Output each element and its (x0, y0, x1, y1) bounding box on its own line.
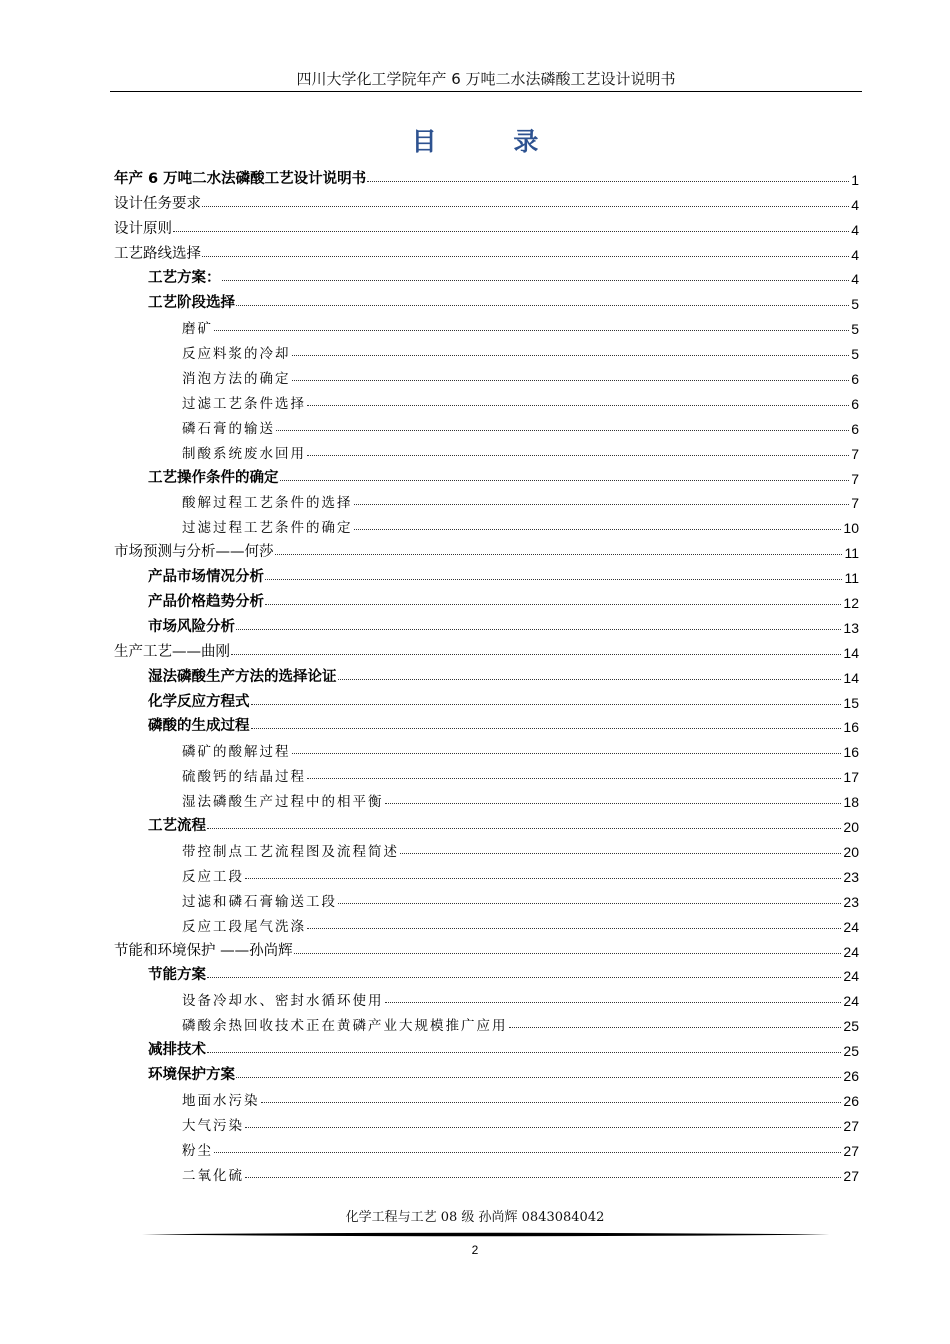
toc-entry-label: 粉尘 (182, 1142, 213, 1159)
toc-entry[interactable] (114, 611, 859, 636)
toc-entry-page-number: 27 (843, 1117, 859, 1134)
toc-entry-page-number: 13 (843, 619, 859, 636)
toc-dot-leader (236, 305, 849, 306)
toc-entry-page-number: 6 (851, 395, 859, 412)
toc-entry[interactable] (114, 686, 859, 711)
toc-dot-leader (245, 1177, 841, 1178)
toc-entry[interactable] (114, 263, 859, 288)
toc-entry[interactable] (114, 163, 859, 188)
toc-entry-label: 带控制点工艺流程图及流程简述 (182, 843, 399, 860)
toc-entry-label: 二氧化硫 (182, 1167, 244, 1184)
toc-entry[interactable] (114, 511, 859, 536)
toc-dot-leader (292, 753, 842, 754)
toc-entry-page-number: 5 (851, 296, 859, 313)
toc-dot-leader (307, 928, 841, 929)
toc-entry-label: 反应工段 (182, 868, 244, 885)
toc-dot-leader (265, 604, 841, 605)
toc-entry-page-number: 26 (843, 1092, 859, 1109)
toc-dot-leader (202, 206, 849, 207)
toc-entry[interactable] (114, 1084, 859, 1109)
toc-entry-page-number: 15 (843, 694, 859, 711)
page-header: 四川大学化工学院年产 6 万吨二水法磷酸工艺设计说明书 (296, 70, 676, 88)
toc-entry-label: 设备冷却水、密封水循环使用 (182, 993, 384, 1010)
toc-dot-leader (265, 579, 842, 580)
toc-dot-leader (307, 455, 849, 456)
toc-entry-page-number: 5 (851, 346, 859, 363)
toc-entry[interactable] (114, 1034, 859, 1059)
toc-entry-page-number: 12 (843, 595, 859, 612)
toc-entry-page-number: 20 (843, 819, 859, 836)
toc-entry-page-number: 7 (851, 495, 859, 512)
toc-dot-leader (207, 828, 841, 829)
toc-dot-leader (214, 330, 849, 331)
toc-entry[interactable] (114, 860, 859, 885)
toc-entry-page-number: 14 (843, 669, 859, 686)
toc-entry[interactable] (114, 437, 859, 462)
toc-dot-leader (367, 181, 849, 182)
toc-entry-label: 减排技术 (148, 1042, 206, 1059)
toc-dot-leader (307, 405, 849, 406)
toc-entry-label: 节能方案 (148, 967, 206, 984)
toc-dot-leader (338, 679, 842, 680)
toc-title: 目 录 (411, 127, 573, 156)
toc-entry-page-number: 7 (851, 470, 859, 487)
toc-dot-leader (280, 480, 850, 481)
toc-dot-leader (251, 728, 842, 729)
toc-dot-leader (294, 953, 842, 954)
toc-entry-page-number: 14 (843, 644, 859, 661)
toc-entry-label: 过滤和磷石膏输送工段 (182, 893, 337, 910)
toc-dot-leader (173, 231, 849, 232)
toc-entry[interactable] (114, 636, 859, 661)
toc-entry[interactable] (114, 586, 859, 611)
toc-entry-label: 节能和环境保护 ——孙尚辉 (114, 942, 293, 959)
toc-dot-leader (214, 1152, 841, 1153)
toc-entry[interactable] (114, 960, 859, 985)
toc-entry-page-number: 24 (843, 943, 859, 960)
toc-entry[interactable] (114, 1009, 859, 1034)
toc-entry-page-number: 27 (843, 1167, 859, 1184)
toc-entry-label: 酸解过程工艺条件的选择 (182, 495, 353, 512)
toc-entry-page-number: 11 (844, 545, 859, 562)
toc-dot-leader (245, 1127, 841, 1128)
toc-dot-leader (354, 529, 842, 530)
toc-entry-label: 地面水污染 (182, 1092, 260, 1109)
toc-entry-page-number: 4 (851, 246, 859, 263)
toc-entry[interactable] (114, 1109, 859, 1134)
toc-dot-leader (400, 853, 841, 854)
toc-entry-label: 设计任务要求 (114, 195, 201, 212)
toc-dot-leader (509, 1027, 842, 1028)
toc-entry[interactable] (114, 1059, 859, 1084)
toc-entry-page-number: 7 (851, 445, 859, 462)
toc-dot-leader (207, 977, 841, 978)
toc-entry-page-number: 25 (843, 1043, 859, 1060)
toc-dot-leader (207, 1052, 841, 1053)
toc-entry[interactable] (114, 885, 859, 910)
toc-entry-page-number: 4 (851, 196, 859, 213)
toc-entry-label: 设计原则 (114, 220, 172, 237)
toc-dot-leader (222, 280, 850, 281)
toc-entry-page-number: 24 (843, 968, 859, 985)
toc-entry[interactable] (114, 661, 859, 686)
toc-entry-label: 产品市场情况分析 (148, 569, 264, 586)
toc-entry[interactable] (114, 810, 859, 835)
toc-entry-label: 消泡方法的确定 (182, 371, 291, 388)
toc-dot-leader (385, 1002, 842, 1003)
toc-entry-label: 过滤过程工艺条件的确定 (182, 520, 353, 537)
toc-entry[interactable] (114, 213, 859, 238)
toc-dot-leader (292, 355, 850, 356)
toc-entry-label: 湿法磷酸生产过程中的相平衡 (182, 794, 384, 811)
toc-entry[interactable] (114, 735, 859, 760)
toc-entry-page-number: 20 (843, 843, 859, 860)
toc-entry-label: 年产 6 万吨二水法磷酸工艺设计说明书 (114, 170, 367, 187)
toc-entry-label: 硫酸钙的结晶过程 (182, 769, 306, 786)
toc-dot-leader (354, 504, 850, 505)
toc-entry-page-number: 5 (851, 321, 859, 338)
toc-entry-page-number: 23 (843, 868, 859, 885)
toc-entry-label: 磷石膏的输送 (182, 420, 275, 437)
toc-entry-label: 产品价格趋势分析 (148, 594, 264, 611)
footer-rule (142, 1232, 830, 1237)
toc-entry-page-number: 23 (843, 893, 859, 910)
toc-entry[interactable] (114, 785, 859, 810)
toc-entry[interactable] (114, 462, 859, 487)
toc-entry-label: 大气污染 (182, 1117, 244, 1134)
toc-entry[interactable] (114, 910, 859, 935)
header-rule (110, 91, 862, 92)
toc-entry-label: 生产工艺——曲刚 (114, 643, 230, 660)
toc-entry[interactable] (114, 337, 859, 362)
toc-entry[interactable] (114, 561, 859, 586)
toc-entry-label: 工艺方案： (148, 270, 221, 287)
toc-entry[interactable] (114, 1134, 859, 1159)
toc-dot-leader (202, 256, 849, 257)
toc-entry-label: 制酸系统废水回用 (182, 445, 306, 462)
toc-entry-page-number: 11 (844, 570, 859, 587)
toc-entry-label: 化学反应方程式 (148, 693, 250, 710)
toc-entry-page-number: 26 (843, 1067, 859, 1084)
toc-entry[interactable] (114, 287, 859, 312)
toc-entry-label: 磨矿 (182, 321, 213, 338)
toc-entry-page-number: 18 (843, 794, 859, 811)
toc-entry[interactable] (114, 387, 859, 412)
toc-entry[interactable] (114, 835, 859, 860)
toc-entry-page-number: 1 (851, 171, 859, 188)
toc-dot-leader (251, 704, 842, 705)
toc-entry-page-number: 27 (843, 1142, 859, 1159)
toc-entry-label: 反应工段尾气洗涤 (182, 918, 306, 935)
toc-dot-leader (292, 380, 850, 381)
toc-entry[interactable] (114, 238, 859, 263)
toc-dot-leader (245, 878, 841, 879)
toc-entry-page-number: 4 (851, 271, 859, 288)
table-of-contents (114, 163, 859, 1184)
toc-entry[interactable] (114, 536, 859, 561)
toc-entry-page-number: 6 (851, 371, 859, 388)
toc-entry-page-number: 6 (851, 420, 859, 437)
toc-entry-page-number: 4 (851, 221, 859, 238)
toc-entry[interactable] (114, 760, 859, 785)
toc-entry-page-number: 17 (843, 769, 859, 786)
toc-entry[interactable] (114, 935, 859, 960)
page-number: 2 (471, 1243, 479, 1257)
toc-dot-leader (276, 430, 849, 431)
toc-dot-leader (236, 629, 841, 630)
toc-entry-label: 工艺路线选择 (114, 245, 201, 262)
toc-entry-label: 磷矿的酸解过程 (182, 744, 291, 761)
toc-entry[interactable] (114, 362, 859, 387)
toc-entry[interactable] (114, 312, 859, 337)
toc-entry-label: 磷酸余热回收技术正在黄磷产业大规模推广应用 (182, 1018, 508, 1035)
toc-entry-label: 反应料浆的冷却 (182, 346, 291, 363)
toc-dot-leader (385, 803, 842, 804)
toc-entry-page-number: 16 (843, 719, 859, 736)
toc-dot-leader (261, 1102, 842, 1103)
toc-entry-page-number: 24 (843, 918, 859, 935)
page-footer: 化学工程与工艺 08 级 孙尚辉 0843084042 (345, 1210, 605, 1225)
toc-dot-leader (338, 903, 841, 904)
toc-entry[interactable] (114, 487, 859, 512)
toc-entry[interactable] (114, 412, 859, 437)
toc-dot-leader (275, 554, 843, 555)
toc-dot-leader (307, 778, 841, 779)
toc-dot-leader (231, 654, 841, 655)
toc-entry-label: 工艺流程 (148, 818, 206, 835)
toc-entry-label: 市场风险分析 (148, 618, 235, 635)
toc-entry-label: 环境保护方案 (148, 1066, 235, 1083)
toc-dot-leader (236, 1077, 841, 1078)
toc-entry-page-number: 24 (843, 993, 859, 1010)
toc-entry-label: 市场预测与分析——何莎 (114, 544, 274, 561)
toc-entry-label: 工艺阶段选择 (148, 295, 235, 312)
toc-entry-page-number: 10 (843, 520, 859, 537)
toc-entry-label: 磷酸的生成过程 (148, 718, 250, 735)
toc-entry[interactable] (114, 188, 859, 213)
toc-entry[interactable] (114, 1159, 859, 1184)
toc-entry[interactable] (114, 984, 859, 1009)
toc-entry-page-number: 25 (843, 1018, 859, 1035)
toc-entry-label: 过滤工艺条件选择 (182, 395, 306, 412)
toc-entry-page-number: 16 (843, 744, 859, 761)
toc-entry-label: 湿法磷酸生产方法的选择论证 (148, 668, 337, 685)
toc-entry[interactable] (114, 711, 859, 736)
toc-entry-label: 工艺操作条件的确定 (148, 469, 279, 486)
